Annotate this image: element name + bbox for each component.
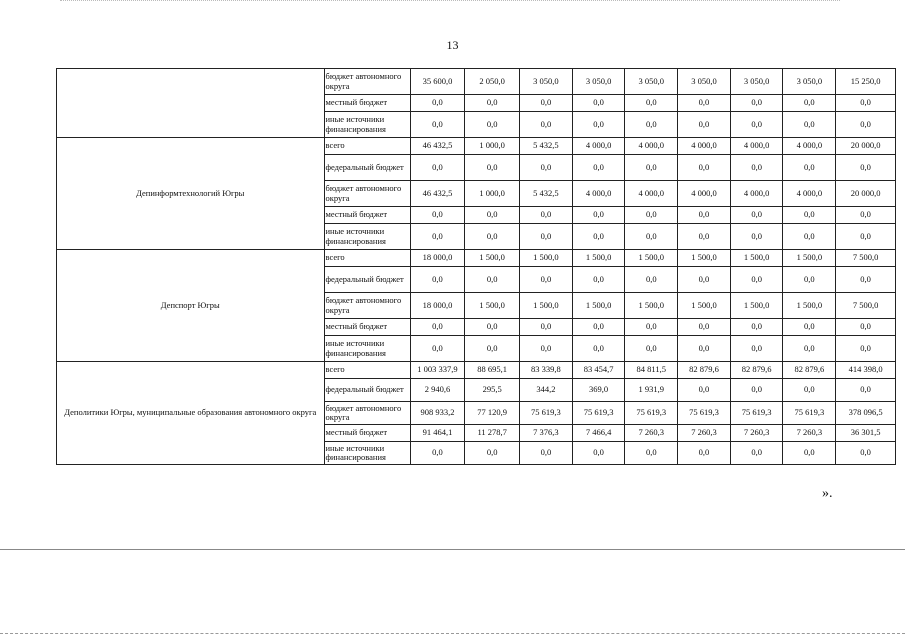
amount-cell: 0,0 xyxy=(572,207,625,224)
amount-cell: 908 933,2 xyxy=(410,402,465,425)
amount-cell: 0,0 xyxy=(410,155,465,181)
amount-cell: 1 003 337,9 xyxy=(410,362,465,379)
amount-cell: 0,0 xyxy=(783,207,836,224)
amount-cell: 0,0 xyxy=(625,336,678,362)
amount-cell: 0,0 xyxy=(465,319,520,336)
amount-cell: 0,0 xyxy=(678,155,731,181)
amount-cell: 0,0 xyxy=(465,224,520,250)
amount-cell: 75 619,3 xyxy=(730,402,783,425)
amount-cell: 0,0 xyxy=(520,319,573,336)
amount-cell: 378 096,5 xyxy=(836,402,896,425)
amount-cell: 0,0 xyxy=(520,155,573,181)
table-row xyxy=(57,69,896,95)
amount-cell: 0,0 xyxy=(410,442,465,465)
amount-cell: 0,0 xyxy=(410,267,465,293)
amount-cell: 0,0 xyxy=(678,224,731,250)
amount-cell: 46 432,5 xyxy=(410,181,465,207)
amount-cell: 0,0 xyxy=(836,224,896,250)
amount-cell: 3 050,0 xyxy=(678,69,731,95)
amount-cell: 1 500,0 xyxy=(730,250,783,267)
amount-cell: 36 301,5 xyxy=(836,425,896,442)
amount-cell: 344,2 xyxy=(520,379,573,402)
funding-source-cell: федеральный бюджет xyxy=(324,155,410,181)
amount-cell: 4 000,0 xyxy=(783,181,836,207)
amount-cell: 4 000,0 xyxy=(572,181,625,207)
funding-source-cell: бюджет автономного округа xyxy=(324,181,410,207)
amount-cell: 0,0 xyxy=(520,336,573,362)
funding-source-cell: всего xyxy=(324,250,410,267)
amount-cell: 0,0 xyxy=(783,224,836,250)
amount-cell: 7 260,3 xyxy=(730,425,783,442)
amount-cell: 1 500,0 xyxy=(465,250,520,267)
amount-cell: 77 120,9 xyxy=(465,402,520,425)
page-bottom-rule xyxy=(0,549,905,550)
amount-cell: 0,0 xyxy=(730,379,783,402)
amount-cell: 0,0 xyxy=(783,336,836,362)
amount-cell: 0,0 xyxy=(625,224,678,250)
amount-cell: 3 050,0 xyxy=(625,69,678,95)
amount-cell: 0,0 xyxy=(730,207,783,224)
amount-cell: 0,0 xyxy=(625,442,678,465)
amount-cell: 0,0 xyxy=(572,155,625,181)
amount-cell: 0,0 xyxy=(572,319,625,336)
amount-cell: 0,0 xyxy=(410,224,465,250)
responsible-org-cell xyxy=(57,69,325,138)
funding-source-cell: местный бюджет xyxy=(324,425,410,442)
amount-cell: 1 500,0 xyxy=(520,250,573,267)
amount-cell: 20 000,0 xyxy=(836,181,896,207)
amount-cell: 1 500,0 xyxy=(625,293,678,319)
amount-cell: 4 000,0 xyxy=(783,138,836,155)
funding-source-cell: иные источники финансирования xyxy=(324,336,410,362)
amount-cell: 4 000,0 xyxy=(625,138,678,155)
amount-cell: 0,0 xyxy=(625,319,678,336)
amount-cell: 1 931,9 xyxy=(625,379,678,402)
amount-cell: 0,0 xyxy=(625,267,678,293)
amount-cell: 82 879,6 xyxy=(730,362,783,379)
amount-cell: 4 000,0 xyxy=(730,138,783,155)
amount-cell: 0,0 xyxy=(572,336,625,362)
amount-cell: 1 500,0 xyxy=(783,293,836,319)
funding-source-cell: иные источники финансирования xyxy=(324,224,410,250)
amount-cell: 1 500,0 xyxy=(465,293,520,319)
amount-cell: 0,0 xyxy=(410,95,465,112)
amount-cell: 75 619,3 xyxy=(678,402,731,425)
funding-source-cell: иные источники финансирования xyxy=(324,442,410,465)
responsible-org-cell: Депинформтехнологий Югры xyxy=(57,138,325,250)
amount-cell: 1 500,0 xyxy=(572,250,625,267)
amount-cell: 0,0 xyxy=(730,112,783,138)
funding-source-cell: бюджет автономного округа xyxy=(324,69,410,95)
amount-cell: 0,0 xyxy=(678,95,731,112)
responsible-org-cell: Деполитики Югры, муниципальные образования автономного округа xyxy=(57,362,325,465)
amount-cell: 5 432,5 xyxy=(520,138,573,155)
amount-cell: 0,0 xyxy=(520,112,573,138)
amount-cell: 0,0 xyxy=(836,112,896,138)
amount-cell: 4 000,0 xyxy=(625,181,678,207)
amount-cell: 7 500,0 xyxy=(836,250,896,267)
amount-cell: 0,0 xyxy=(836,319,896,336)
amount-cell: 0,0 xyxy=(783,112,836,138)
amount-cell: 0,0 xyxy=(465,95,520,112)
amount-cell: 0,0 xyxy=(410,319,465,336)
amount-cell: 1 500,0 xyxy=(783,250,836,267)
amount-cell: 15 250,0 xyxy=(836,69,896,95)
amount-cell: 0,0 xyxy=(572,224,625,250)
amount-cell: 1 500,0 xyxy=(730,293,783,319)
amount-cell: 11 278,7 xyxy=(465,425,520,442)
amount-cell: 1 000,0 xyxy=(465,138,520,155)
amount-cell: 83 339,8 xyxy=(520,362,573,379)
amount-cell: 0,0 xyxy=(678,442,731,465)
amount-cell: 1 500,0 xyxy=(572,293,625,319)
amount-cell: 0,0 xyxy=(465,112,520,138)
amount-cell: 0,0 xyxy=(465,267,520,293)
amount-cell: 0,0 xyxy=(730,95,783,112)
amount-cell: 3 050,0 xyxy=(520,69,573,95)
amount-cell: 0,0 xyxy=(783,155,836,181)
amount-cell: 2 050,0 xyxy=(465,69,520,95)
amount-cell: 75 619,3 xyxy=(572,402,625,425)
amount-cell: 7 260,3 xyxy=(625,425,678,442)
amount-cell: 0,0 xyxy=(730,267,783,293)
amount-cell: 0,0 xyxy=(572,442,625,465)
amount-cell: 20 000,0 xyxy=(836,138,896,155)
amount-cell: 0,0 xyxy=(836,95,896,112)
amount-cell: 7 500,0 xyxy=(836,293,896,319)
amount-cell: 5 432,5 xyxy=(520,181,573,207)
amount-cell: 0,0 xyxy=(836,267,896,293)
funding-source-cell: местный бюджет xyxy=(324,207,410,224)
amount-cell: 7 260,3 xyxy=(678,425,731,442)
amount-cell: 0,0 xyxy=(465,155,520,181)
amount-cell: 75 619,3 xyxy=(625,402,678,425)
amount-cell: 0,0 xyxy=(836,336,896,362)
amount-cell: 0,0 xyxy=(625,95,678,112)
amount-cell: 0,0 xyxy=(465,207,520,224)
funding-source-cell: федеральный бюджет xyxy=(324,267,410,293)
amount-cell: 0,0 xyxy=(836,207,896,224)
amount-cell: 0,0 xyxy=(783,319,836,336)
amount-cell: 7 376,3 xyxy=(520,425,573,442)
amount-cell: 0,0 xyxy=(730,155,783,181)
amount-cell: 7 260,3 xyxy=(783,425,836,442)
amount-cell: 4 000,0 xyxy=(730,181,783,207)
amount-cell: 0,0 xyxy=(678,336,731,362)
funding-source-cell: местный бюджет xyxy=(324,95,410,112)
scan-artifact-top xyxy=(60,0,840,1)
budget-table xyxy=(56,68,896,465)
amount-cell: 0,0 xyxy=(730,336,783,362)
amount-cell: 0,0 xyxy=(836,379,896,402)
amount-cell: 4 000,0 xyxy=(678,138,731,155)
amount-cell: 0,0 xyxy=(520,442,573,465)
amount-cell: 0,0 xyxy=(520,224,573,250)
closing-quote: ». xyxy=(822,486,833,501)
page-number: 13 xyxy=(446,38,459,52)
amount-cell: 0,0 xyxy=(465,442,520,465)
amount-cell: 91 464,1 xyxy=(410,425,465,442)
amount-cell: 88 695,1 xyxy=(465,362,520,379)
table-row xyxy=(57,250,896,267)
amount-cell: 1 000,0 xyxy=(465,181,520,207)
amount-cell: 0,0 xyxy=(572,112,625,138)
responsible-org-cell: Депспорт Югры xyxy=(57,250,325,362)
funding-source-cell: бюджет автономного округа xyxy=(324,293,410,319)
amount-cell: 75 619,3 xyxy=(783,402,836,425)
funding-source-cell: иные источники финансирования xyxy=(324,112,410,138)
amount-cell: 0,0 xyxy=(836,155,896,181)
amount-cell: 4 000,0 xyxy=(678,181,731,207)
amount-cell: 0,0 xyxy=(678,267,731,293)
amount-cell: 0,0 xyxy=(520,95,573,112)
funding-source-cell: бюджет автономного округа xyxy=(324,402,410,425)
amount-cell: 0,0 xyxy=(783,442,836,465)
amount-cell: 0,0 xyxy=(520,207,573,224)
amount-cell: 2 940,6 xyxy=(410,379,465,402)
amount-cell: 3 050,0 xyxy=(783,69,836,95)
amount-cell: 0,0 xyxy=(410,207,465,224)
amount-cell: 0,0 xyxy=(678,379,731,402)
amount-cell: 1 500,0 xyxy=(520,293,573,319)
amount-cell: 0,0 xyxy=(625,155,678,181)
funding-source-cell: федеральный бюджет xyxy=(324,379,410,402)
table-row xyxy=(57,362,896,379)
amount-cell: 0,0 xyxy=(465,336,520,362)
amount-cell: 1 500,0 xyxy=(678,293,731,319)
amount-cell: 18 000,0 xyxy=(410,250,465,267)
amount-cell: 0,0 xyxy=(783,379,836,402)
amount-cell: 0,0 xyxy=(625,112,678,138)
amount-cell: 369,0 xyxy=(572,379,625,402)
funding-source-cell: местный бюджет xyxy=(324,319,410,336)
amount-cell: 0,0 xyxy=(520,267,573,293)
amount-cell: 1 500,0 xyxy=(678,250,731,267)
amount-cell: 0,0 xyxy=(678,112,731,138)
amount-cell: 295,5 xyxy=(465,379,520,402)
amount-cell: 0,0 xyxy=(572,267,625,293)
amount-cell: 0,0 xyxy=(783,267,836,293)
amount-cell: 1 500,0 xyxy=(625,250,678,267)
funding-source-cell: всего xyxy=(324,362,410,379)
amount-cell: 46 432,5 xyxy=(410,138,465,155)
amount-cell: 82 879,6 xyxy=(783,362,836,379)
scan-artifact-bottom xyxy=(0,633,905,634)
amount-cell: 0,0 xyxy=(678,319,731,336)
amount-cell: 18 000,0 xyxy=(410,293,465,319)
amount-cell: 0,0 xyxy=(410,336,465,362)
amount-cell: 3 050,0 xyxy=(572,69,625,95)
amount-cell: 3 050,0 xyxy=(730,69,783,95)
amount-cell: 0,0 xyxy=(730,224,783,250)
amount-cell: 0,0 xyxy=(625,207,678,224)
amount-cell: 83 454,7 xyxy=(572,362,625,379)
amount-cell: 0,0 xyxy=(783,95,836,112)
amount-cell: 82 879,6 xyxy=(678,362,731,379)
amount-cell: 75 619,3 xyxy=(520,402,573,425)
amount-cell: 0,0 xyxy=(836,442,896,465)
amount-cell: 7 466,4 xyxy=(572,425,625,442)
amount-cell: 0,0 xyxy=(678,207,731,224)
amount-cell: 35 600,0 xyxy=(410,69,465,95)
amount-cell: 0,0 xyxy=(730,319,783,336)
funding-source-cell: всего xyxy=(324,138,410,155)
amount-cell: 4 000,0 xyxy=(572,138,625,155)
table-row xyxy=(57,138,896,155)
amount-cell: 414 398,0 xyxy=(836,362,896,379)
amount-cell: 84 811,5 xyxy=(625,362,678,379)
amount-cell: 0,0 xyxy=(730,442,783,465)
amount-cell: 0,0 xyxy=(410,112,465,138)
amount-cell: 0,0 xyxy=(572,95,625,112)
